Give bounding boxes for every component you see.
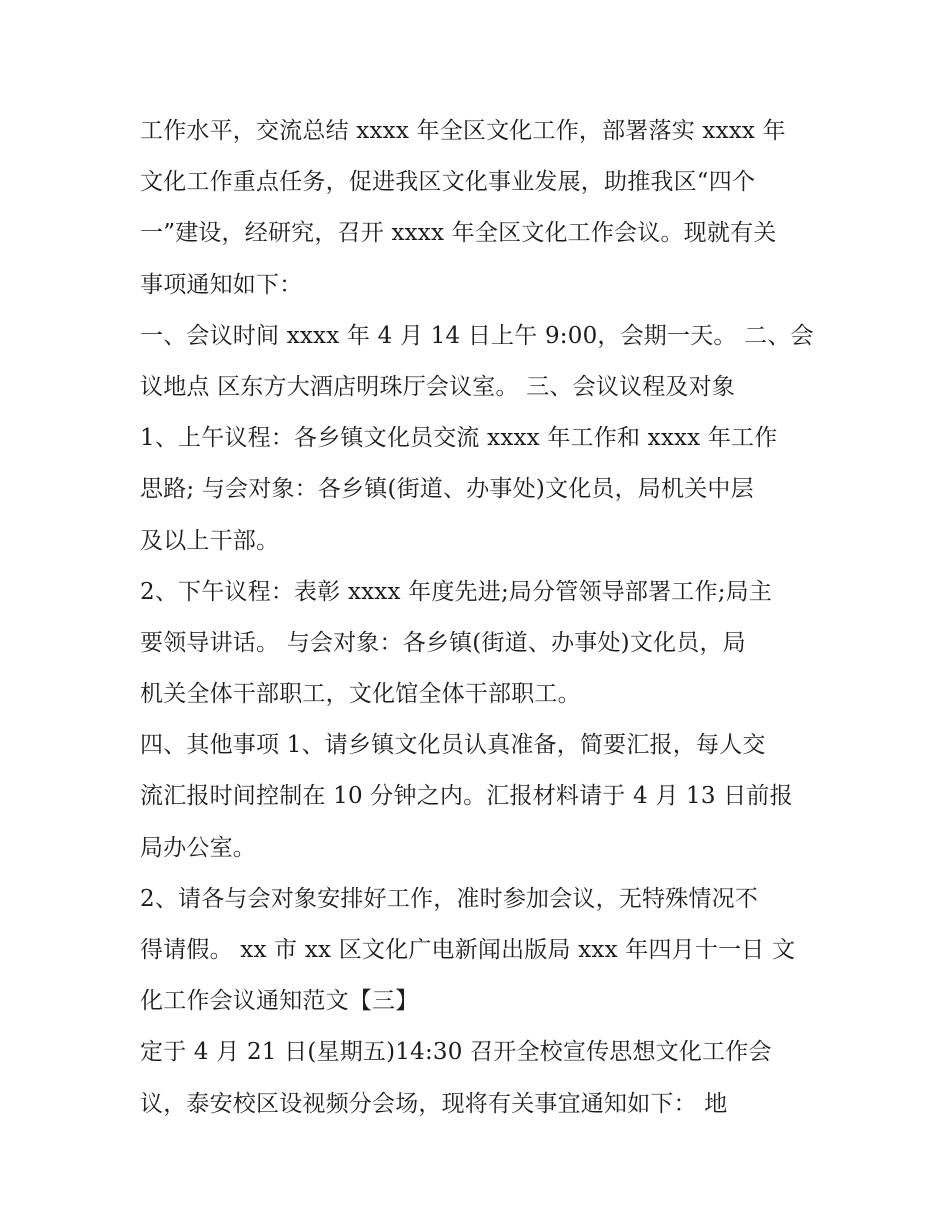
text-line: 流汇报时间控制在 10 分钟之内。汇报材料请于 4 月 13 日前报 [140, 783, 793, 810]
text-line: 议地点 区东方大酒店明珠厅会议室。 三、会议议程及对象 [140, 373, 736, 400]
text-line: 议，泰安校区设视频分会场，现将有关事宜通知如下： 地 [140, 1090, 728, 1117]
text-line: 定于 4 月 21 日(星期五)14:30 召开全校宣传思想文化工作会 [140, 1039, 772, 1066]
text-line: 要领导讲话。 与会对象：各乡镇(街道、办事处)文化员，局 [140, 629, 746, 656]
text-line: 及以上干部。 [140, 527, 280, 554]
text-line: 四、其他事项 1、请乡镇文化员认真准备，简要汇报，每人交 [140, 732, 766, 759]
text-line: 得请假。 xx 市 xx 区文化广电新闻出版局 xxx 年四月十一日 文 [140, 937, 796, 963]
text-line: 机关全体干部职工，文化馆全体干部职工。 [140, 681, 581, 708]
text-line: 一、会议时间 xxxx 年 4 月 14 日上午 9:00，会期一天。 二、会 [140, 322, 814, 349]
text-line: 2、请各与会对象安排好工作，准时参加会议，无特殊情况不 [140, 885, 759, 912]
text-line: 2、下午议程：表彰 xxxx 年度先进;局分管领导部署工作;局主 [140, 578, 773, 605]
document-body [140, 106, 840, 1130]
text-line: 化工作会议通知范文【三】 [140, 988, 419, 1015]
text-line: 局办公室。 [140, 834, 256, 861]
text-line: 工作水平，交流总结 xxxx 年全区文化工作，部署落实 xxxx 年 [140, 118, 786, 144]
text-line: 一”建设，经研究，召开 xxxx 年全区文化工作会议。现就有关 [140, 220, 777, 247]
text-line: 事项通知如下： [140, 271, 303, 298]
text-line: 1、上午议程：各乡镇文化员交流 xxxx 年工作和 xxxx 年工作 [140, 425, 778, 452]
text-line: 思路; 与会对象：各乡镇(街道、办事处)文化员，局机关中层 [140, 476, 754, 503]
text-line: 文化工作重点任务，促进我区文化事业发展，助推我区“四个 [140, 169, 756, 196]
